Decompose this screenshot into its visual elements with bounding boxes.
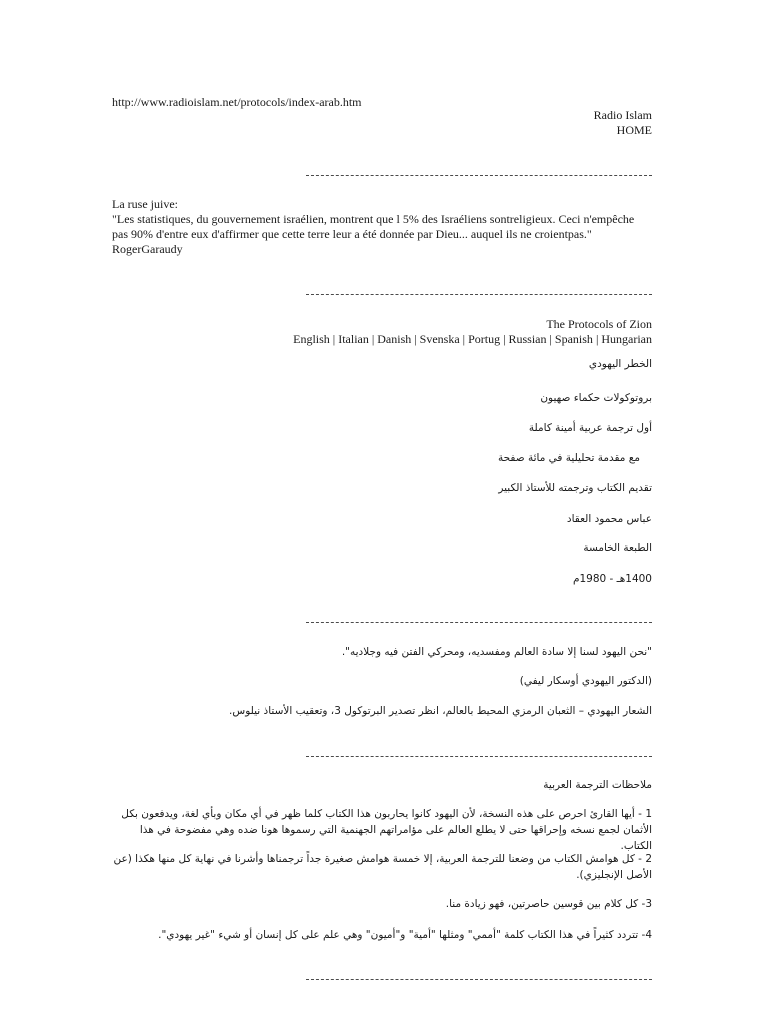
arabic-title-line: بروتوكولات حكماء صهيون [540,392,652,404]
language-links: English | Italian | Danish | Svenska | Portug | Russian | Spanish | Hungarian [293,332,652,346]
lang-link-danish[interactable]: Danish [377,332,412,346]
arabic-title-line: مع مقدمة تحليلية في مائة صفحة [497,452,640,464]
home-link[interactable]: HOME [616,123,652,137]
notes-heading: ملاحظات الترجمة العربية [543,779,652,791]
lang-link-english[interactable]: English [293,332,330,346]
arabic-title-line: الخطر اليهودي [588,358,652,370]
lang-link-russian[interactable]: Russian [508,332,547,346]
separator [306,756,652,757]
lang-link-portug[interactable]: Portug [468,332,501,346]
arabic-title-line: الطبعة الخامسة [583,542,652,554]
lang-link-hungarian[interactable]: Hungarian [601,332,652,346]
arabic-title-line: أول ترجمة عربية أمينة كاملة [528,422,652,434]
lang-link-spanish[interactable]: Spanish [554,332,593,346]
separator [306,979,652,980]
note-item: 2 - كل هوامش الكتاب من وضعنا للترجمة العربية، إلا خمسة هوامش صغيرة جداً ترجمناها وأشرنا في نهاية كل منها هكذا (عن الأصل الإنجليزي). [113,853,652,881]
intro-quote: "Les statistiques, du gouvernement israélien, montrent que l 5% des Israéliens sontreligieux. Ceci n'empêche pas 90% d'entre eux d'affirmer que cette terre leur a été donnée par Dieu... auquel ils ne croientpas." RogerGaraudy [112,212,635,256]
arabic-title-line: تقديم الكتاب وترجمته للأستاذ الكبير [498,482,652,494]
protocols-title: The Protocols of Zion [546,317,652,331]
emblem-note: الشعار اليهودي – الثعبان الرمزي المحيط بالعالم، انظر تصدير البرتوكول 3، وتعقيب الأستاذ نيلوس. [229,705,652,717]
site-name: Radio Islam [593,108,652,122]
note-item: 3- كل كلام بين قوسين حاصرتين، فهو زيادة منا. [445,898,652,910]
separator [306,175,652,176]
arabic-quote: "نحن اليهود لسنا إلا سادة العالم ومفسديه، ومحركي الفتن فيه وجلاديه". [341,646,652,658]
intro-heading: La ruse juive: [112,197,178,211]
note-item: 4- تتردد كثيراً في هذا الكتاب كلمة "أممي" ومثلها "أمية" و"أميون" وهي علم على كل إنسان أو شيء "غير يهودي". [158,929,652,941]
separator [306,294,652,295]
arabic-quote-attribution: (الدكتور اليهودي أوسكار ليفي) [519,675,652,687]
lang-link-svenska[interactable]: Svenska [419,332,460,346]
arabic-title-line: عباس محمود العقاد [566,513,652,525]
separator [306,622,652,623]
note-item: 1 - أيها القارئ احرص على هذه النسخة، لأن اليهود كانوا يحاربون هذا الكتاب كلما ظهر في أي مكان وبأي لغة، ويدفعون بكل الأثمان لجمع نسخه وإحراقها حتى لا يطلع العالم على مؤامراتهم الجهنمية التي رسموها هونا ضده وهي مفضوحة في هذا الكتاب. [121,808,652,852]
source-url[interactable]: http://www.radioislam.net/protocols/index-arab.htm [112,95,362,109]
arabic-title-line: 1400هـ - 1980م [572,573,652,585]
document-page [112,0,652,1024]
lang-link-italian[interactable]: Italian [338,332,369,346]
